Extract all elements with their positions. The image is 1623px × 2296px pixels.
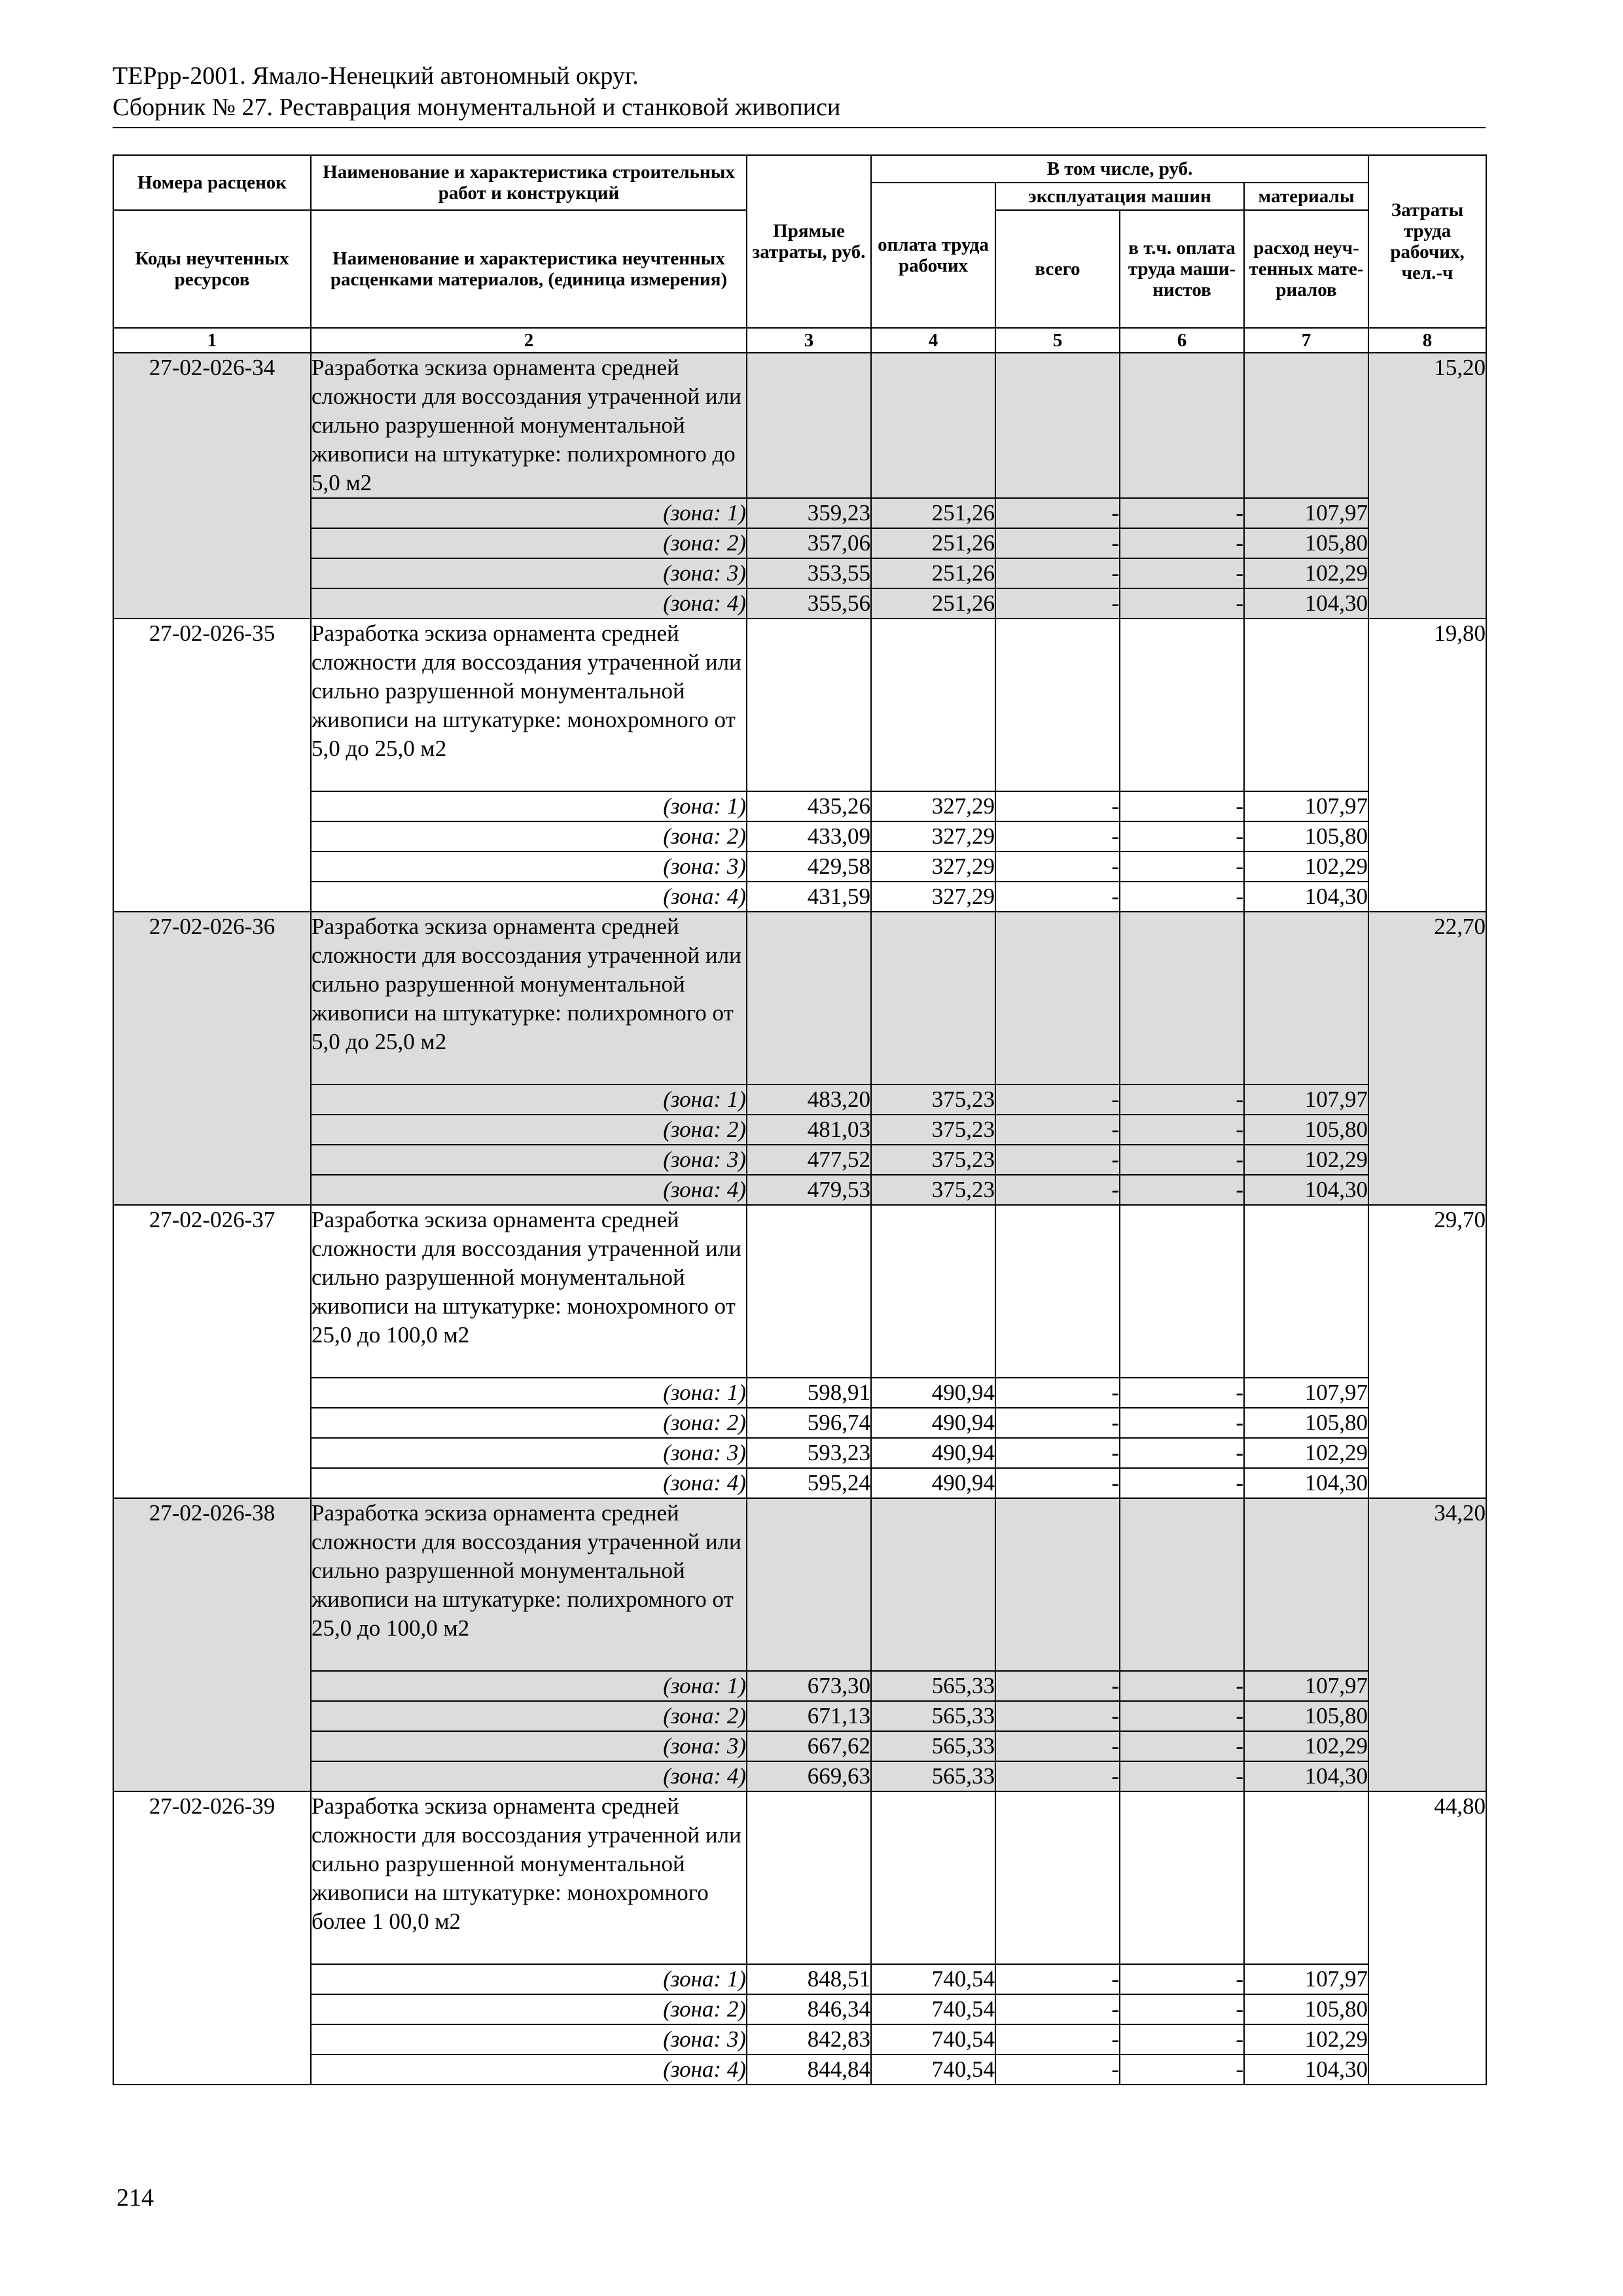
operator-pay: - (1120, 1994, 1244, 2024)
rate-entry (113, 1791, 1486, 2085)
column-number-row (113, 328, 1486, 353)
header-materials: материалы (1244, 183, 1368, 210)
zone-label: (зона: 2) (311, 528, 747, 558)
direct-cost: 848,51 (747, 1964, 871, 1994)
direct-cost: 844,84 (747, 2054, 871, 2085)
operator-pay: - (1120, 1731, 1244, 1761)
zone-label: (зона: 1) (311, 1085, 747, 1115)
zone-label: (зона: 2) (311, 1408, 747, 1438)
operator-pay: - (1120, 1671, 1244, 1701)
operator-pay: - (1120, 1468, 1244, 1498)
operator-pay: - (1120, 882, 1244, 912)
machines-total: - (995, 1701, 1120, 1731)
direct-cost: 429,58 (747, 852, 871, 882)
worker-pay: 565,33 (871, 1701, 995, 1731)
operator-pay: - (1120, 1761, 1244, 1791)
direct-cost: 435,26 (747, 791, 871, 821)
worker-pay: 740,54 (871, 2024, 995, 2054)
direct-cost: 357,06 (747, 528, 871, 558)
header-including: В том числе, руб. (871, 155, 1368, 183)
materials-cost: 102,29 (1244, 2024, 1368, 2054)
operator-pay: - (1120, 2024, 1244, 2054)
zone-label: (зона: 4) (311, 2054, 747, 2085)
worker-pay: 327,29 (871, 791, 995, 821)
rate-description: Разработка эскиза орнамента средней сложности для воссоздания утраченной или сильно разрушенной монументальной живописи на штукатурке: монохромного более 1 00,0 м2 (311, 1791, 747, 1964)
worker-pay: 740,54 (871, 1994, 995, 2024)
labor-cost: 15,20 (1368, 353, 1486, 619)
worker-pay: 490,94 (871, 1468, 995, 1498)
worker-pay: 251,26 (871, 588, 995, 619)
zone-label: (зона: 3) (311, 1438, 747, 1468)
operator-pay: - (1120, 1115, 1244, 1145)
zone-label: (зона: 3) (311, 1731, 747, 1761)
worker-pay: 375,23 (871, 1175, 995, 1205)
header-rate-numbers: Номера расценок (113, 155, 311, 210)
rate-description: Разработка эскиза орнамента средней сложности для воссоздания утраченной или сильно разрушенной монументальной живописи на штукатурке: полихромного от 25,0 до 100,0 м2 (311, 1498, 747, 1671)
operator-pay: - (1120, 821, 1244, 852)
worker-pay: 375,23 (871, 1085, 995, 1115)
materials-cost: 102,29 (1244, 1438, 1368, 1468)
worker-pay: 740,54 (871, 1964, 995, 1994)
rates-table (113, 154, 1487, 2085)
zone-label: (зона: 4) (311, 1175, 747, 1205)
rate-entry (113, 353, 1486, 619)
rate-entry (113, 619, 1486, 912)
materials-cost: 107,97 (1244, 1964, 1368, 1994)
materials-cost: 105,80 (1244, 528, 1368, 558)
machines-total: - (995, 498, 1120, 528)
labor-cost: 22,70 (1368, 912, 1486, 1205)
worker-pay: 327,29 (871, 852, 995, 882)
worker-pay: 251,26 (871, 498, 995, 528)
direct-cost: 842,83 (747, 2024, 871, 2054)
direct-cost: 671,13 (747, 1701, 871, 1731)
labor-cost: 44,80 (1368, 1791, 1486, 2085)
worker-pay: 565,33 (871, 1761, 995, 1791)
operator-pay: - (1120, 1701, 1244, 1731)
materials-cost: 105,80 (1244, 821, 1368, 852)
zone-label: (зона: 1) (311, 1378, 747, 1408)
zone-label: (зона: 2) (311, 1994, 747, 2024)
rate-entry (113, 1205, 1486, 1498)
header-machines-total: всего (995, 210, 1120, 328)
rate-code: 27-02-026-36 (113, 912, 311, 1205)
rate-entry (113, 1498, 1486, 1791)
column-number: 6 (1120, 328, 1244, 353)
worker-pay: 327,29 (871, 882, 995, 912)
zone-label: (зона: 3) (311, 852, 747, 882)
column-number: 2 (311, 328, 747, 353)
document-title: ТЕРрр-2001. Ямало-Ненецкий автономный округ. (113, 62, 639, 90)
column-number: 1 (113, 328, 311, 353)
machines-total: - (995, 1964, 1120, 1994)
direct-cost: 593,23 (747, 1438, 871, 1468)
column-number: 5 (995, 328, 1120, 353)
labor-cost: 19,80 (1368, 619, 1486, 912)
operator-pay: - (1120, 558, 1244, 588)
operator-pay: - (1120, 588, 1244, 619)
operator-pay: - (1120, 1964, 1244, 1994)
machines-total: - (995, 1175, 1120, 1205)
operator-pay: - (1120, 1408, 1244, 1438)
rate-entry (113, 912, 1486, 1205)
direct-cost: 846,34 (747, 1994, 871, 2024)
header-operator-pay: в т.ч. оплата труда маши- нистов (1120, 210, 1244, 328)
operator-pay: - (1120, 1085, 1244, 1115)
machines-total: - (995, 821, 1120, 852)
column-number: 7 (1244, 328, 1368, 353)
materials-cost: 107,97 (1244, 791, 1368, 821)
machines-total: - (995, 791, 1120, 821)
page-header (113, 60, 1486, 123)
page-number: 214 (116, 2184, 154, 2212)
zone-label: (зона: 4) (311, 882, 747, 912)
rate-code: 27-02-026-35 (113, 619, 311, 912)
worker-pay: 490,94 (871, 1438, 995, 1468)
machines-total: - (995, 1378, 1120, 1408)
operator-pay: - (1120, 1378, 1244, 1408)
materials-cost: 104,30 (1244, 882, 1368, 912)
worker-pay: 251,26 (871, 558, 995, 588)
materials-cost: 102,29 (1244, 852, 1368, 882)
direct-cost: 433,09 (747, 821, 871, 852)
zone-label: (зона: 3) (311, 558, 747, 588)
worker-pay: 375,23 (871, 1115, 995, 1145)
header-worker-pay: оплата труда рабочих (871, 183, 995, 328)
header-unaccounted-materials: расход неуч- тенных мате- риалов (1244, 210, 1368, 328)
header-material-names: Наименование и характеристика неучтенных расценками материалов, (единица измерения) (311, 210, 747, 328)
direct-cost: 359,23 (747, 498, 871, 528)
direct-cost: 667,62 (747, 1731, 871, 1761)
column-number: 3 (747, 328, 871, 353)
machines-total: - (995, 588, 1120, 619)
rate-code: 27-02-026-38 (113, 1498, 311, 1791)
operator-pay: - (1120, 1145, 1244, 1175)
header-labor-costs: Затраты труда рабочих, чел.-ч (1368, 155, 1486, 328)
materials-cost: 105,80 (1244, 1408, 1368, 1438)
operator-pay: - (1120, 1438, 1244, 1468)
operator-pay: - (1120, 852, 1244, 882)
machines-total: - (995, 558, 1120, 588)
zone-label: (зона: 1) (311, 1671, 747, 1701)
header-rule (113, 127, 1486, 128)
direct-cost: 596,74 (747, 1408, 871, 1438)
column-number: 8 (1368, 328, 1486, 353)
machines-total: - (995, 1438, 1120, 1468)
zone-label: (зона: 3) (311, 1145, 747, 1175)
materials-cost: 105,80 (1244, 1701, 1368, 1731)
worker-pay: 740,54 (871, 2054, 995, 2085)
rate-description: Разработка эскиза орнамента средней сложности для воссоздания утраченной или сильно разрушенной монументальной живописи на штукатурке: полихромного до 5,0 м2 (311, 353, 747, 498)
labor-cost: 34,20 (1368, 1498, 1486, 1791)
materials-cost: 105,80 (1244, 1115, 1368, 1145)
materials-cost: 104,30 (1244, 1468, 1368, 1498)
worker-pay: 251,26 (871, 528, 995, 558)
zone-label: (зона: 4) (311, 1468, 747, 1498)
machines-total: - (995, 1761, 1120, 1791)
machines-total: - (995, 1994, 1120, 2024)
direct-cost: 481,03 (747, 1115, 871, 1145)
materials-cost: 107,97 (1244, 1378, 1368, 1408)
materials-cost: 107,97 (1244, 498, 1368, 528)
table-header (113, 155, 1486, 353)
machines-total: - (995, 852, 1120, 882)
rate-description: Разработка эскиза орнамента средней сложности для воссоздания утраченной или сильно разрушенной монументальной живописи на штукатурке: монохромного от 5,0 до 25,0 м2 (311, 619, 747, 791)
zone-label: (зона: 1) (311, 498, 747, 528)
materials-cost: 102,29 (1244, 558, 1368, 588)
direct-cost: 595,24 (747, 1468, 871, 1498)
machines-total: - (995, 528, 1120, 558)
materials-cost: 107,97 (1244, 1671, 1368, 1701)
zone-label: (зона: 3) (311, 2024, 747, 2054)
machines-total: - (995, 1085, 1120, 1115)
worker-pay: 490,94 (871, 1378, 995, 1408)
worker-pay: 327,29 (871, 821, 995, 852)
operator-pay: - (1120, 528, 1244, 558)
zone-label: (зона: 4) (311, 1761, 747, 1791)
materials-cost: 104,30 (1244, 2054, 1368, 2085)
rate-code: 27-02-026-37 (113, 1205, 311, 1498)
direct-cost: 353,55 (747, 558, 871, 588)
operator-pay: - (1120, 2054, 1244, 2085)
operator-pay: - (1120, 1175, 1244, 1205)
machines-total: - (995, 2024, 1120, 2054)
rate-code: 27-02-026-34 (113, 353, 311, 619)
zone-label: (зона: 1) (311, 1964, 747, 1994)
machines-total: - (995, 1671, 1120, 1701)
worker-pay: 565,33 (871, 1731, 995, 1761)
header-resource-codes: Коды неучтенных ресурсов (113, 210, 311, 328)
direct-cost: 477,52 (747, 1145, 871, 1175)
direct-cost: 673,30 (747, 1671, 871, 1701)
rate-description: Разработка эскиза орнамента средней сложности для воссоздания утраченной или сильно разрушенной монументальной живописи на штукатурке: монохромного от 25,0 до 100,0 м2 (311, 1205, 747, 1378)
zone-label: (зона: 2) (311, 821, 747, 852)
machines-total: - (995, 2054, 1120, 2085)
direct-cost: 479,53 (747, 1175, 871, 1205)
machines-total: - (995, 1145, 1120, 1175)
zone-label: (зона: 4) (311, 588, 747, 619)
operator-pay: - (1120, 498, 1244, 528)
zone-label: (зона: 1) (311, 791, 747, 821)
direct-cost: 669,63 (747, 1761, 871, 1791)
direct-cost: 431,59 (747, 882, 871, 912)
rate-code: 27-02-026-39 (113, 1791, 311, 2085)
machines-total: - (995, 882, 1120, 912)
materials-cost: 102,29 (1244, 1731, 1368, 1761)
machines-total: - (995, 1408, 1120, 1438)
header-direct-costs: Прямые затраты, руб. (747, 155, 871, 328)
rate-description: Разработка эскиза орнамента средней сложности для воссоздания утраченной или сильно разрушенной монументальной живописи на штукатурке: полихромного от 5,0 до 25,0 м2 (311, 912, 747, 1085)
materials-cost: 104,30 (1244, 1761, 1368, 1791)
header-work-name: Наименование и характеристика строительных работ и конструкций (311, 155, 747, 210)
labor-cost: 29,70 (1368, 1205, 1486, 1498)
machines-total: - (995, 1731, 1120, 1761)
materials-cost: 107,97 (1244, 1085, 1368, 1115)
header-machine-operation: эксплуатация машин (995, 183, 1244, 210)
machines-total: - (995, 1115, 1120, 1145)
materials-cost: 104,30 (1244, 1175, 1368, 1205)
materials-cost: 102,29 (1244, 1145, 1368, 1175)
zone-label: (зона: 2) (311, 1115, 747, 1145)
column-number: 4 (871, 328, 995, 353)
zone-label: (зона: 2) (311, 1701, 747, 1731)
machines-total: - (995, 1468, 1120, 1498)
worker-pay: 490,94 (871, 1408, 995, 1438)
direct-cost: 598,91 (747, 1378, 871, 1408)
worker-pay: 375,23 (871, 1145, 995, 1175)
direct-cost: 355,56 (747, 588, 871, 619)
direct-cost: 483,20 (747, 1085, 871, 1115)
operator-pay: - (1120, 791, 1244, 821)
materials-cost: 105,80 (1244, 1994, 1368, 2024)
materials-cost: 104,30 (1244, 588, 1368, 619)
worker-pay: 565,33 (871, 1671, 995, 1701)
collection-title: Сборник № 27. Реставрация монументальной и станковой живописи (113, 94, 841, 121)
